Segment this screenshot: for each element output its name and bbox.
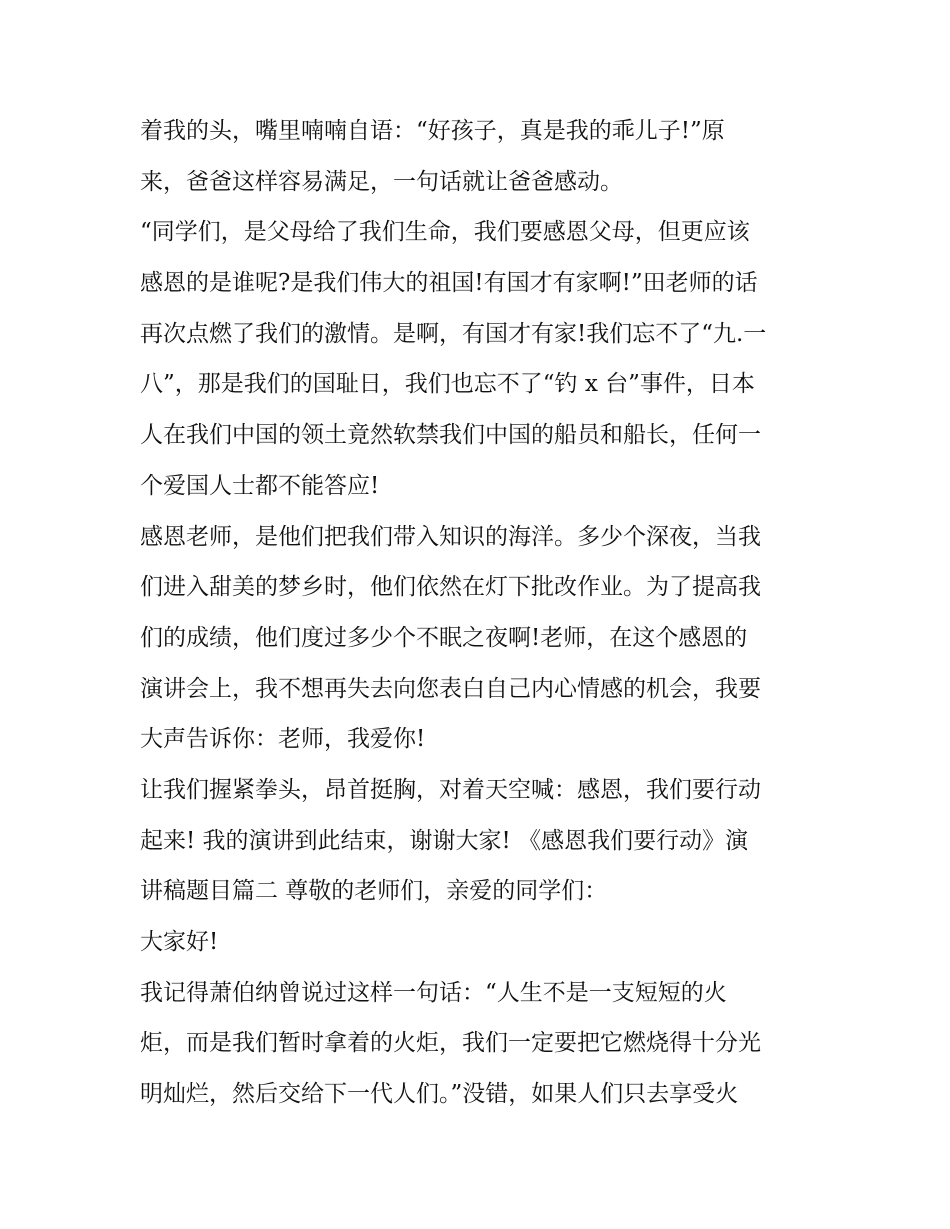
text-line: 大声告诉你：老师，我爱你! xyxy=(140,726,426,753)
text-line: 大家好! xyxy=(140,929,219,955)
text-line: 我记得萧伯纳曾说过这样一句话：“人生不是一支短短的火 xyxy=(140,979,727,1006)
text-line: 个爱国人士都不能答应! xyxy=(140,472,380,499)
text-line: 让我们握紧拳头，昂首挺胸，对着天空喊：感恩，我们要行动 xyxy=(140,776,761,803)
text-line: 来，爸爸这样容易满足，一句话就让爸爸感动。 xyxy=(140,168,623,195)
text-line: 炬，而是我们暂时拿着的火炬，我们一定要把它燃烧得十分光 xyxy=(140,1030,761,1057)
text-line: 演讲会上，我不想再失去向您表白自己内心情感的机会，我要 xyxy=(140,675,761,702)
text-line: 感恩老师，是他们把我们带入知识的海洋。多少个深夜，当我 xyxy=(140,523,761,550)
text-line: 讲稿题目篇二 尊敬的老师们，亲爱的同学们： xyxy=(140,878,608,905)
text-line: “同学们，是父母给了我们生命，我们要感恩父母，但更应该 xyxy=(140,219,750,246)
body-text xyxy=(140,106,820,1120)
text-line: 起来! 我的演讲到此结束，谢谢大家! 《感恩我们要行动》演 xyxy=(140,827,749,854)
text-line: 再次点燃了我们的激情。是啊，有国才有家!我们忘不了“九.一 xyxy=(140,320,767,347)
text-line: 们进入甜美的梦乡时，他们依然在灯下批改作业。为了提高我 xyxy=(140,574,761,601)
text-line: 八”，那是我们的国耻日，我们也忘不了“钓 x 台”事件，日本 xyxy=(140,371,755,398)
text-line: 人在我们中国的领土竟然软禁我们中国的船员和船长，任何一 xyxy=(140,422,761,449)
text-line: 着我的头，嘴里喃喃自语：“好孩子，真是我的乖儿子!”原 xyxy=(140,118,725,144)
text-line: 们的成绩，他们度过多少个不眠之夜啊!老师，在这个感恩的 xyxy=(140,624,748,651)
text-line: 感恩的是谁呢?是我们伟大的祖国!有国才有家啊!”田老师的话 xyxy=(140,270,758,297)
text-line: 明灿烂，然后交给下一代人们。”没错，如果人们只去享受火 xyxy=(140,1081,739,1108)
